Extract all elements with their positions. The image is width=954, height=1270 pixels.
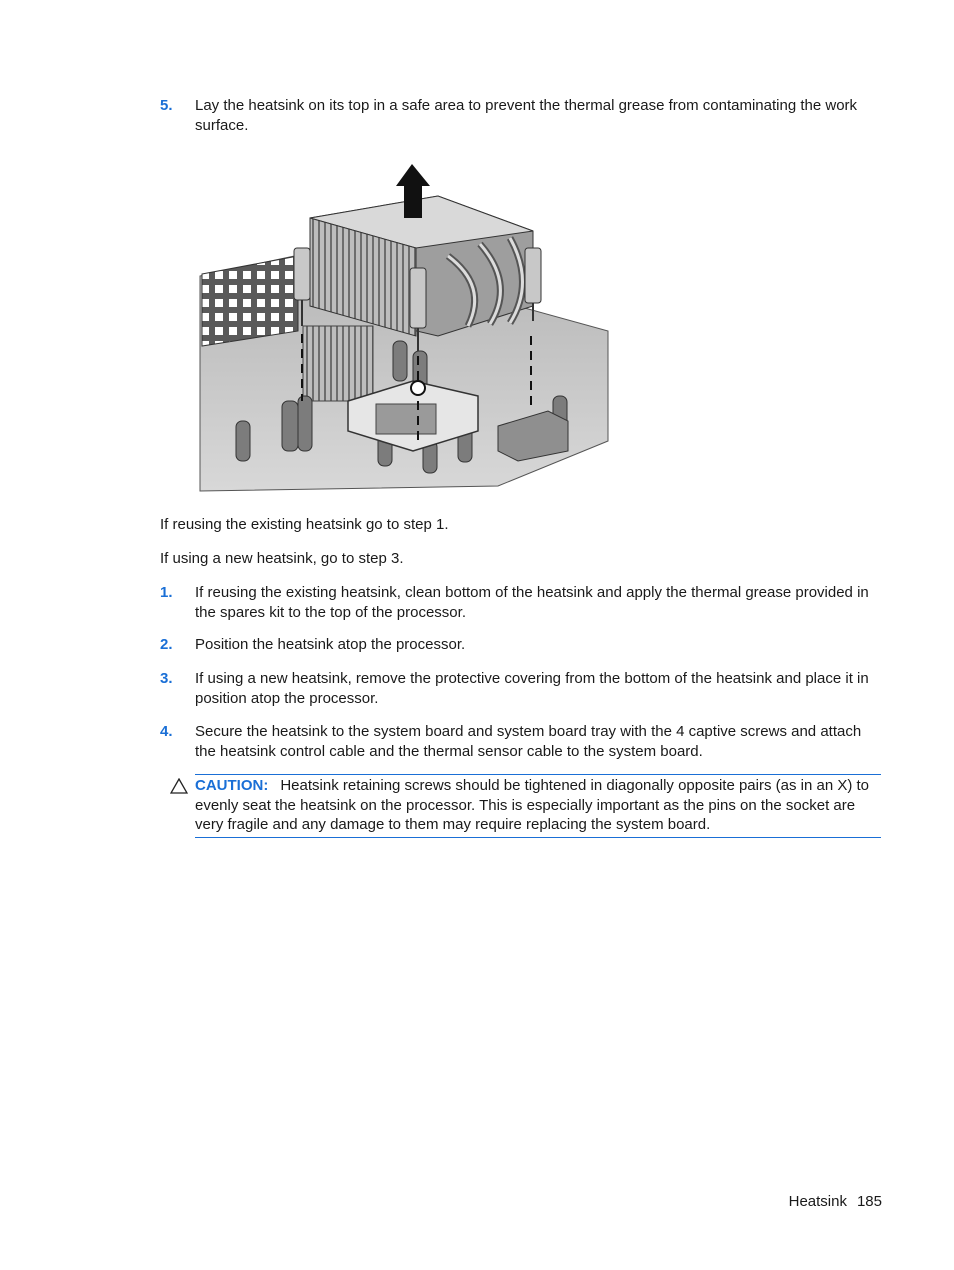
step-text: If using a new heatsink, remove the protective covering from the bottom of the heatsink and place it in position atop the processor. bbox=[195, 670, 869, 707]
caution-label: CAUTION: bbox=[195, 777, 269, 794]
step-number: 4. bbox=[160, 723, 173, 740]
step-1 bbox=[160, 583, 882, 622]
caution-box bbox=[195, 774, 881, 838]
step-number: 5. bbox=[160, 97, 173, 114]
page-footer bbox=[789, 1192, 882, 1212]
page-number: 185 bbox=[856, 1193, 882, 1210]
step-text: Lay the heatsink on its top in a safe area to prevent the thermal grease from contaminating the work surface. bbox=[195, 97, 858, 134]
step-3 bbox=[160, 669, 882, 708]
step-number: 1. bbox=[160, 584, 173, 601]
step-number: 3. bbox=[160, 670, 173, 687]
step-5 bbox=[160, 96, 882, 135]
caution-triangle-icon bbox=[170, 778, 188, 794]
step-number: 2. bbox=[160, 636, 173, 653]
step-text: If reusing the existing heatsink, clean bottom of the heatsink and apply the thermal grease provided in the spares kit to the top of the processor. bbox=[195, 584, 869, 621]
heatsink-removal-illustration bbox=[198, 156, 610, 496]
paragraph-new: If using a new heatsink, go to step 3. bbox=[160, 550, 404, 567]
step-text: Position the heatsink atop the processor. bbox=[195, 636, 466, 653]
step-4 bbox=[160, 722, 882, 761]
step-text: Secure the heatsink to the system board and system board tray with the 4 captive screws and attach the heatsink control cable and the thermal sensor cable to the system board. bbox=[195, 723, 862, 760]
caution-text: Heatsink retaining screws should be tightened in diagonally opposite pairs (as in an X) to evenly seat the heatsink on the processor. This is especially important as the pins on the socket are very fragile and any damage to them may require replacing the system board. bbox=[195, 777, 870, 833]
step-2 bbox=[160, 635, 882, 655]
paragraph-reuse: If reusing the existing heatsink go to step 1. bbox=[160, 516, 449, 533]
footer-section: Heatsink bbox=[788, 1193, 847, 1210]
